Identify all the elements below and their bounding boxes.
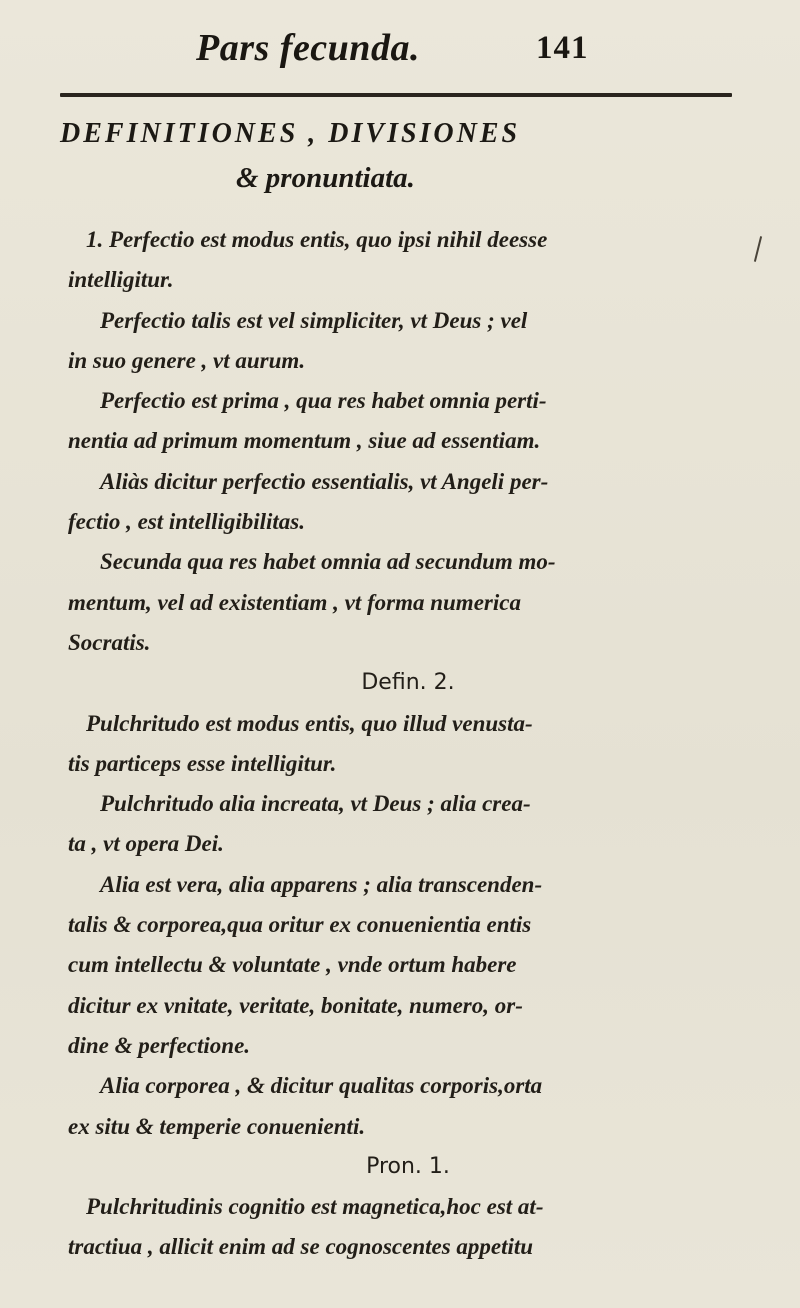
pronuntiatum-heading: Pron. 1. bbox=[366, 1153, 450, 1179]
text-line: Socratis. bbox=[68, 629, 151, 655]
body-text bbox=[68, 220, 748, 1268]
text-line: dicitur ex vnitate, veritate, bonitate, numero, or- bbox=[68, 992, 523, 1018]
text-line: Pulchritudo est modus entis, quo illud venusta- bbox=[86, 710, 533, 736]
page-number: 141 bbox=[536, 30, 589, 66]
text-line: dine & perfectione. bbox=[68, 1032, 251, 1058]
running-title: Pars fecunda. bbox=[196, 27, 420, 69]
text-line: cum intellectu & voluntate , vnde ortum habere bbox=[68, 952, 517, 978]
margin-mark bbox=[754, 236, 762, 262]
text-line: Pulchritudo alia increata, vt Deus ; alia crea- bbox=[100, 791, 531, 817]
running-head bbox=[0, 26, 800, 76]
header-rule bbox=[60, 93, 732, 97]
text-line: ta , vt opera Dei. bbox=[68, 831, 224, 857]
text-line: Pulchritudinis cognitio est magnetica,hoc est at- bbox=[86, 1194, 544, 1220]
text-line: Alia corporea , & dicitur qualitas corporis,orta bbox=[100, 1073, 543, 1099]
text-line: Alia est vera, alia apparens ; alia transcenden- bbox=[100, 871, 543, 897]
text-line: talis & corporea,qua oritur ex conuenientia entis bbox=[68, 912, 532, 938]
text-line: fectio , est intelligibilitas. bbox=[68, 509, 306, 535]
text-line: nentia ad primum momentum , siue ad essentiam. bbox=[68, 428, 541, 454]
text-line: Perfectio talis est vel simpliciter, vt Deus ; vel bbox=[100, 307, 528, 333]
text-line: Aliàs dicitur perfectio essentialis, vt Angeli per- bbox=[100, 468, 549, 494]
text-line: intelligitur. bbox=[68, 267, 174, 293]
text-line: tractiua , allicit enim ad se cognoscentes appetitu bbox=[68, 1234, 534, 1260]
text-line: in suo genere , vt aurum. bbox=[68, 347, 306, 373]
section-title: DEFINITIONES , DIVISIONES bbox=[60, 118, 521, 149]
text-line: 1. Perfectio est modus entis, quo ipsi nihil deesse bbox=[86, 227, 548, 252]
text-line: ex situ & temperie conuenienti. bbox=[68, 1113, 366, 1139]
definition-heading: Defin. 2. bbox=[361, 670, 455, 696]
text-line: mentum, vel ad existentiam , vt forma numerica bbox=[68, 589, 521, 615]
text-line: tis particeps esse intelligitur. bbox=[68, 750, 337, 776]
text-line: Perfectio est prima , qua res habet omnia perti- bbox=[100, 388, 547, 414]
text-line: Secunda qua res habet omnia ad secundum mo- bbox=[100, 549, 556, 575]
section-subtitle: & pronuntiata. bbox=[236, 162, 415, 194]
